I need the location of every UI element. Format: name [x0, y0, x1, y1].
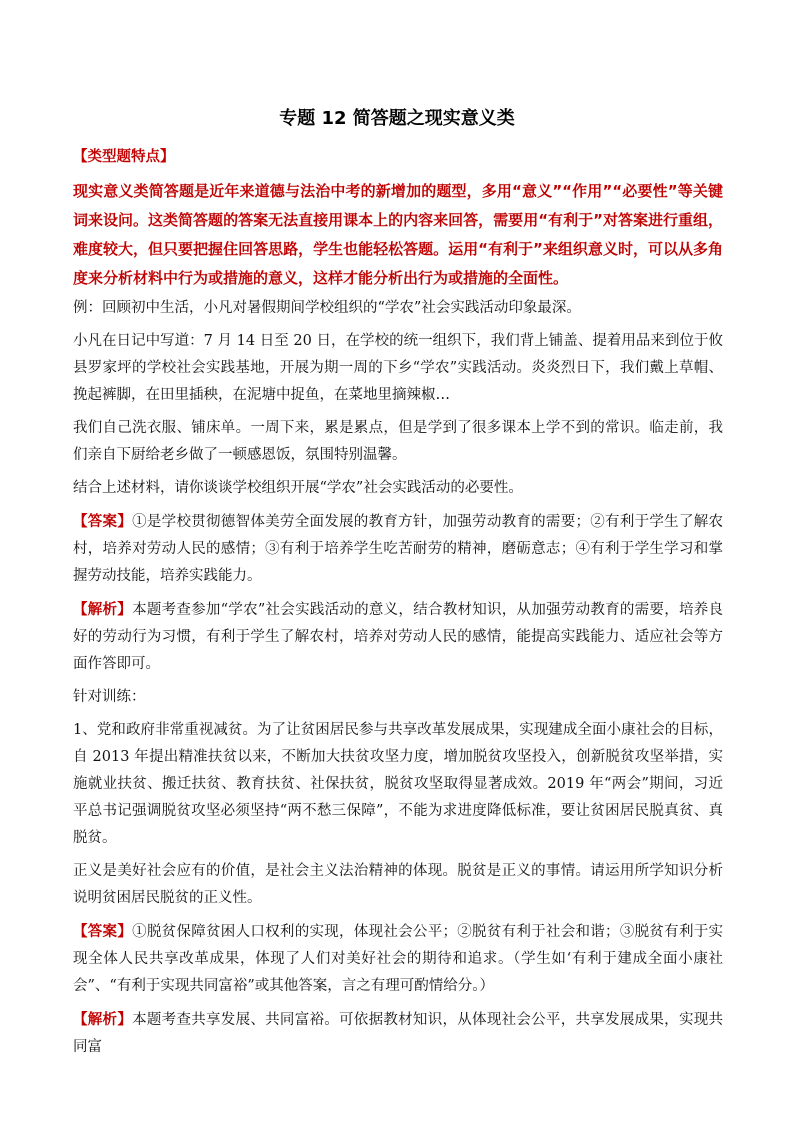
- section-tag-type-features: [73, 143, 723, 171]
- analysis-tag: 【解析】: [73, 1011, 133, 1028]
- answer-text: ①是学校贯彻德智体美劳全面发展的教育方针，加强劳动教育的需要；②有利于学生了解农村，培养对劳动人民的感情；③有利于培养学生吃苦耐劳的精神，磨砺意志；④有利于学生学习和掌握劳动技能，培养实践能力。: [73, 514, 724, 584]
- answer-tag: 【答案】: [73, 923, 133, 940]
- analysis-text: 本题考查参加“学农”社会实践活动的意义，结合教材知识，从加强劳动教育的需要，培养良好的劳动行为习惯，有利于学生了解农村，培养对劳动人民的感情，能提高实践能力、适应社会等方面作答即可。: [73, 602, 723, 672]
- question-1-material: 1、党和政府非常重视减贫。为了让贫困居民参与共享改革发展成果，实现建成全面小康社会的目标，自 2013 年提出精准扶贫以来，不断加大扶贫攻坚力度，增加脱贫攻坚投入，创新脱贫攻坚举措，实施就业扶贫、搬迁扶贫、教育扶贫、社保扶贫，脱贫攻坚取得显著成效。2019 年“两会”期间，习近平总书记强调脱贫攻坚必须坚持“两不愁三保障”，不能为求进度降低标准，要让贫困居民脱真贫、真脱贫。: [73, 722, 723, 846]
- analysis-block-1: [73, 596, 723, 678]
- question-1-prompt: 正义是美好社会应有的价值，是社会主义法治精神的体现。脱贫是正义的事情。请运用所学知识分析说明贫困居民脱贫的正义性。: [73, 863, 723, 906]
- type-features-tag: 【类型题特点】: [73, 148, 175, 165]
- answer-text: ①脱贫保障贫困人口权利的实现，体现社会公平；②脱贫有利于社会和谐；③脱贫有利于实现全体人民共享改革成果，体现了人们对美好社会的期待和追求。（学生如‘有利于建成全面小康社会”、“有利于实现共同富裕”或其他答案，言之有理可酌情给分。）: [73, 924, 724, 994]
- answer-block-1: [73, 508, 723, 590]
- type-features-text: 现实意义类简答题是近年来道德与法治中考的新增加的题型，多用“意义”“作用”“必要性”等关键词来设问。这类简答题的答案无法直接用课本上的内容来回答，需要用“有利于”对答案进行重组，难度较大，但只要把握住回答思路，学生也能轻松答题。运用“有利于”来组织意义时，可以从多角度来分析材料中行为或措施的意义，这样才能分析出行为或措施的全面性。: [73, 182, 723, 287]
- analysis-block-2: [73, 1006, 723, 1061]
- document-body: [73, 143, 723, 1067]
- practice-label: 针对训练：: [73, 689, 146, 705]
- example-paragraph-2: 我们自己洗衣服、铺床单。一周下来，累是累点，但是学到了很多课本上学不到的常识。临走前，我们亲自下厨给老乡做了一顿感恩饭，氛围特别温馨。: [73, 420, 723, 463]
- analysis-text: 本题考查共享发展、共同富裕。可依据教材知识，从体现社会公平，共享发展成果，实现共同富: [73, 1012, 724, 1055]
- example-intro: 例：回顾初中生活，小凡对暑假期间学校组织的“学农”社会实践活动印象最深。: [73, 300, 581, 316]
- example-paragraph-1: 小凡在日记中写道：7 月 14 日至 20 日，在学校的统一组织下，我们背上铺盖、提着用品来到位于攸县罗家坪的学校社会实践基地，开展为期一周的下乡“学农”实践活动。炎炎烈日下，我们戴上草帽、挽起裤脚，在田里插秧，在泥塘中捉鱼，在菜地里摘辣椒…: [73, 333, 723, 403]
- example-question: 结合上述材料，请你谈谈学校组织开展“学农”社会实践活动的必要性。: [73, 480, 523, 496]
- page-title: 专题 12 简答题之现实意义类: [279, 108, 515, 129]
- analysis-tag: 【解析】: [73, 601, 133, 618]
- answer-tag: 【答案】: [73, 513, 133, 530]
- answer-block-2: [73, 918, 723, 1000]
